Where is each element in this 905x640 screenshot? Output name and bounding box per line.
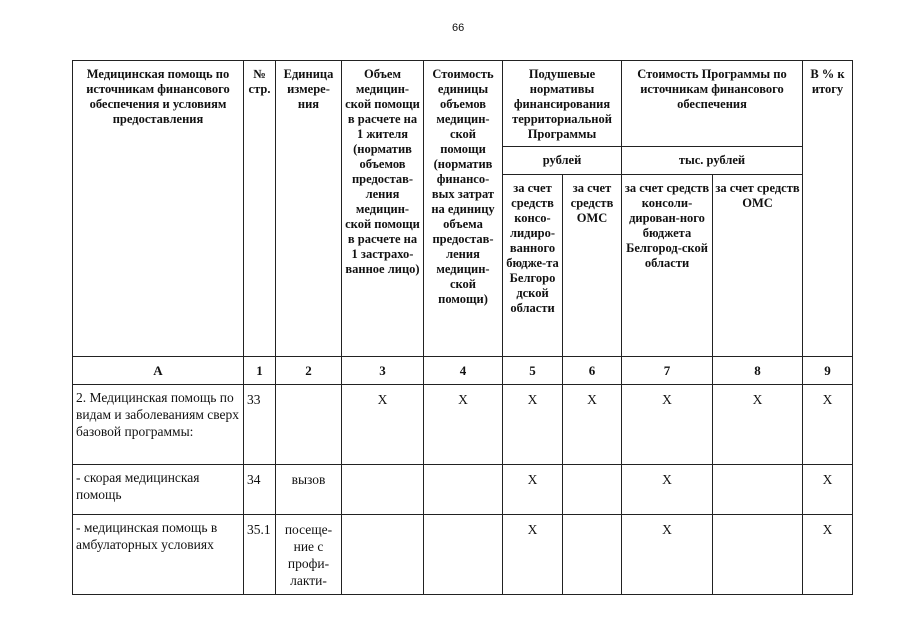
cell-budget-rub: X bbox=[503, 465, 563, 515]
cell-oms-thousand: X bbox=[713, 385, 803, 465]
column-number: 6 bbox=[563, 357, 622, 385]
header-volume: Объем медицин-ской помощи в расчете на 1 жителя (норматив объемов предостав-ления медицин-ской помощи в расчете на 1 застрахо-ванное лицо) bbox=[342, 61, 424, 357]
cell-percent: X bbox=[803, 385, 853, 465]
header-consolidated-budget-rub: за счет средств консо-лидиро-ванного бюдже-та Белгоро дской области bbox=[503, 175, 563, 357]
cell-budget-thousand: X bbox=[622, 515, 713, 595]
row-label: 2. Медицинская помощь по видам и заболеваниям сверх базовой программы: bbox=[73, 385, 244, 465]
header-program-cost: Стоимость Программы по источникам финансового обеспечения bbox=[622, 61, 803, 147]
column-number: 2 bbox=[276, 357, 342, 385]
cell-budget-thousand: X bbox=[622, 465, 713, 515]
cell-oms-rub bbox=[563, 465, 622, 515]
cell-oms-thousand bbox=[713, 465, 803, 515]
cell-oms-rub: X bbox=[563, 385, 622, 465]
column-number: 4 bbox=[424, 357, 503, 385]
cell-volume: X bbox=[342, 385, 424, 465]
header-unit-cost: Стоимость единицы объемов медицин-ской помощи (норматив финансо-вых затрат на единицу объема предостав-ления медицин-ской помощи) bbox=[424, 61, 503, 357]
cell-oms-rub bbox=[563, 515, 622, 595]
header-care-type: Медицинская помощь по источникам финансового обеспечения и условиям предоставления bbox=[73, 61, 244, 357]
column-numbers-row bbox=[73, 357, 853, 385]
cell-percent: X bbox=[803, 515, 853, 595]
cell-volume bbox=[342, 465, 424, 515]
cell-unit-cost bbox=[424, 465, 503, 515]
cell-oms-thousand bbox=[713, 515, 803, 595]
cell-budget-thousand: X bbox=[622, 385, 713, 465]
cell-volume bbox=[342, 515, 424, 595]
header-consolidated-budget-thousand: за счет средств консоли-дирован-ного бюджета Белгород-ской области bbox=[622, 175, 713, 357]
header-unit-thousand-rubles: тыс. рублей bbox=[622, 147, 803, 175]
row-label: - скорая медицинская помощь bbox=[73, 465, 244, 515]
cell-percent: X bbox=[803, 465, 853, 515]
page-number: 66 bbox=[452, 22, 465, 34]
column-number: 9 bbox=[803, 357, 853, 385]
row-unit: вызов bbox=[276, 465, 342, 515]
cell-unit-cost bbox=[424, 515, 503, 595]
column-number: 7 bbox=[622, 357, 713, 385]
header-per-capita: Подушевые нормативы финансирования территориальной Программы bbox=[503, 61, 622, 147]
header-percent: В % к итогу bbox=[803, 61, 853, 357]
header-unit: Единица измере-ния bbox=[276, 61, 342, 357]
row-label: - медицинская помощь в амбулаторных условиях bbox=[73, 515, 244, 595]
header-oms-thousand: за счет средств ОМС bbox=[713, 175, 803, 357]
table-row bbox=[73, 515, 853, 595]
cell-budget-rub: X bbox=[503, 385, 563, 465]
funding-table bbox=[72, 60, 853, 595]
column-number: А bbox=[73, 357, 244, 385]
column-number: 1 bbox=[244, 357, 276, 385]
row-line-number: 33 bbox=[244, 385, 276, 465]
column-number: 3 bbox=[342, 357, 424, 385]
row-line-number: 34 bbox=[244, 465, 276, 515]
cell-unit-cost: X bbox=[424, 385, 503, 465]
row-line-number: 35.1 bbox=[244, 515, 276, 595]
table-row bbox=[73, 465, 853, 515]
column-number: 8 bbox=[713, 357, 803, 385]
cell-budget-rub: X bbox=[503, 515, 563, 595]
header-unit-rubles: рублей bbox=[503, 147, 622, 175]
row-unit: посеще-ние с профи-лакти- bbox=[276, 515, 342, 595]
column-number: 5 bbox=[503, 357, 563, 385]
table-row bbox=[73, 385, 853, 465]
header-oms-rub: за счет средств ОМС bbox=[563, 175, 622, 357]
header-line-number: № стр. bbox=[244, 61, 276, 357]
row-unit bbox=[276, 385, 342, 465]
